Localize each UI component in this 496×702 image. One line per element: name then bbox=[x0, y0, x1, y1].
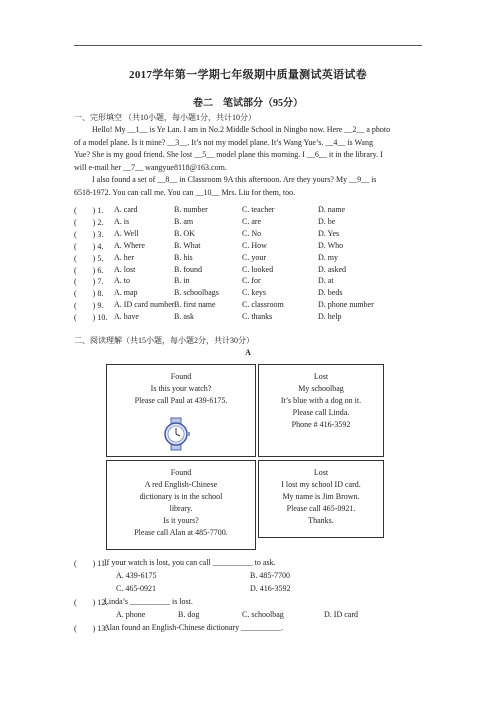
card-line: Please call 465-0921. bbox=[286, 504, 356, 513]
question-number: ( ) 4. bbox=[74, 241, 104, 251]
option: A. her bbox=[114, 252, 134, 262]
card-line: Is it yours? bbox=[163, 516, 199, 525]
option: B. schoolbags bbox=[174, 288, 219, 298]
page-title: 2017学年第一学期七年级期中质量测试英语试卷 bbox=[129, 69, 367, 81]
option: A. ID card number bbox=[114, 300, 175, 310]
passage-line: of a model plane. Is it mine? __3__. It’s not my model plane. It’s Wang Yue’s. __4__ is Wang bbox=[74, 137, 373, 147]
option: D. help bbox=[318, 312, 342, 322]
notice-card-lost-id-card bbox=[258, 460, 384, 538]
option: C. No bbox=[242, 228, 262, 238]
option: B. dog bbox=[178, 610, 200, 619]
card-line: Please call Paul at 439-6175. bbox=[134, 396, 228, 405]
question-stem: Alan found an English-Chinese dictionary __________. bbox=[104, 623, 284, 632]
option: A. Where bbox=[114, 240, 145, 250]
passage-line: 6518-1972. You can call me. You can __10__ Mrs. Liu for them, too. bbox=[74, 187, 296, 197]
card-line: Found bbox=[170, 372, 192, 381]
notice-card-found-watch bbox=[106, 364, 256, 457]
card-line: I lost my school ID card. bbox=[281, 480, 361, 489]
option: C. 465-0921 bbox=[116, 584, 156, 593]
option: C. your bbox=[242, 252, 266, 262]
question-number: ( ) 5. bbox=[74, 253, 104, 263]
passage-line: Hello! My __1__ is Ye Lan. I am in No.2 Middle School in Ningbo now. Here __2__ a photo bbox=[92, 125, 391, 134]
notice-card-found-dictionary bbox=[106, 460, 256, 550]
option: B. number bbox=[174, 205, 208, 214]
section-heading-reading: 二、阅读理解（共15小题，每小题2分，共计30分） bbox=[74, 336, 254, 345]
question-number: ( ) 1. bbox=[74, 206, 104, 215]
question-number: ( ) 9. bbox=[74, 301, 104, 311]
option: D. phone number bbox=[318, 300, 374, 310]
card-line: Found bbox=[170, 468, 192, 477]
card-line: Thanks. bbox=[308, 516, 334, 525]
option: B. his bbox=[174, 252, 193, 262]
option: B. am bbox=[174, 216, 194, 226]
paper-subtitle: 卷二 笔试部分（95分） bbox=[193, 98, 303, 109]
card-line: Phone # 416-3592 bbox=[291, 420, 351, 429]
question-stem: If your watch is lost, you can call __________ to ask. bbox=[104, 558, 276, 567]
watch-icon bbox=[159, 417, 193, 451]
option: C. are bbox=[242, 216, 262, 226]
question-number: ( ) 8. bbox=[74, 289, 104, 299]
option: A. phone bbox=[116, 610, 146, 619]
option: A. 439-6175 bbox=[116, 571, 157, 580]
option: A. card bbox=[114, 205, 138, 214]
option: C. classroom bbox=[242, 300, 284, 310]
option: B. 485-7700 bbox=[250, 571, 290, 580]
option: C. teacher bbox=[242, 205, 275, 214]
card-line: My schoolbag bbox=[298, 384, 344, 393]
question-number: ( ) 6. bbox=[74, 265, 104, 275]
option: D. ID card bbox=[324, 610, 358, 619]
card-line: library. bbox=[169, 504, 193, 513]
cloze-passage bbox=[74, 124, 422, 200]
option: D. beds bbox=[318, 288, 343, 298]
option: A. have bbox=[114, 312, 139, 322]
question-number: ( ) 11. bbox=[74, 559, 108, 568]
option: B. found bbox=[174, 264, 202, 274]
card-line: Lost bbox=[313, 468, 329, 477]
option: D. be bbox=[318, 216, 336, 226]
option: A. lost bbox=[114, 264, 136, 274]
header-rule bbox=[74, 45, 422, 46]
option: A. Well bbox=[114, 228, 139, 238]
option: B. What bbox=[174, 240, 201, 250]
passage-line: I also found a set of __8__ in Classroom 9A this afternoon. Are they yours? My __9__ is bbox=[92, 175, 377, 185]
option: B. in bbox=[174, 276, 190, 286]
passage-line: Yue? She is my good friend. She lost __5__ model plane this morning. I __6__ it in the library. I bbox=[74, 150, 383, 160]
option: D. Who bbox=[318, 240, 344, 250]
section-heading-cloze: 一、完形填空 （共10小题，每小题1分，共计10分） bbox=[74, 113, 256, 122]
option: D. my bbox=[318, 252, 338, 262]
option: D. name bbox=[318, 205, 346, 214]
question-number: ( ) 13. bbox=[74, 624, 108, 633]
option: C. looked bbox=[242, 264, 274, 274]
option: B. first name bbox=[174, 300, 216, 310]
option: A. map bbox=[114, 288, 138, 298]
option: A. to bbox=[114, 276, 130, 286]
card-line: Lost bbox=[313, 372, 329, 381]
option: D. Yes bbox=[318, 228, 340, 238]
notice-card-lost-schoolbag bbox=[258, 364, 384, 457]
passage-line: will e-mail her __7__ wangyue8118@163.com. bbox=[74, 162, 227, 172]
card-line: It’s blue with a dog on it. bbox=[280, 396, 362, 405]
option: D. 416-3592 bbox=[250, 584, 291, 593]
card-line: dictionary is in the school bbox=[139, 492, 223, 501]
option: B. ask bbox=[174, 312, 194, 322]
option: C. How bbox=[242, 240, 267, 250]
question-number: ( ) 7. bbox=[74, 277, 104, 287]
option: C. keys bbox=[242, 288, 266, 298]
card-line: My name is Jim Brown. bbox=[282, 492, 360, 501]
option: C. schoolbag bbox=[242, 610, 284, 619]
question-number: ( ) 2. bbox=[74, 217, 104, 227]
option: C. for bbox=[242, 276, 261, 286]
card-line: Is this your watch? bbox=[150, 384, 212, 393]
question-number: ( ) 10. bbox=[74, 313, 108, 323]
question-number: ( ) 3. bbox=[74, 229, 104, 239]
option: B. OK bbox=[174, 228, 195, 238]
card-line: Please call Alan at 485-7700. bbox=[134, 528, 228, 537]
option: D. asked bbox=[318, 264, 346, 274]
question-number: ( ) 12. bbox=[74, 598, 108, 607]
part-label: A bbox=[245, 348, 251, 357]
option: A. is bbox=[114, 216, 130, 226]
card-line: A red English-Chinese bbox=[144, 480, 218, 489]
card-line: Please call Linda. bbox=[292, 408, 350, 417]
option: C. thanks bbox=[242, 312, 273, 322]
question-stem: Linda’s __________ is lost. bbox=[104, 597, 193, 606]
option: D. at bbox=[318, 276, 334, 286]
